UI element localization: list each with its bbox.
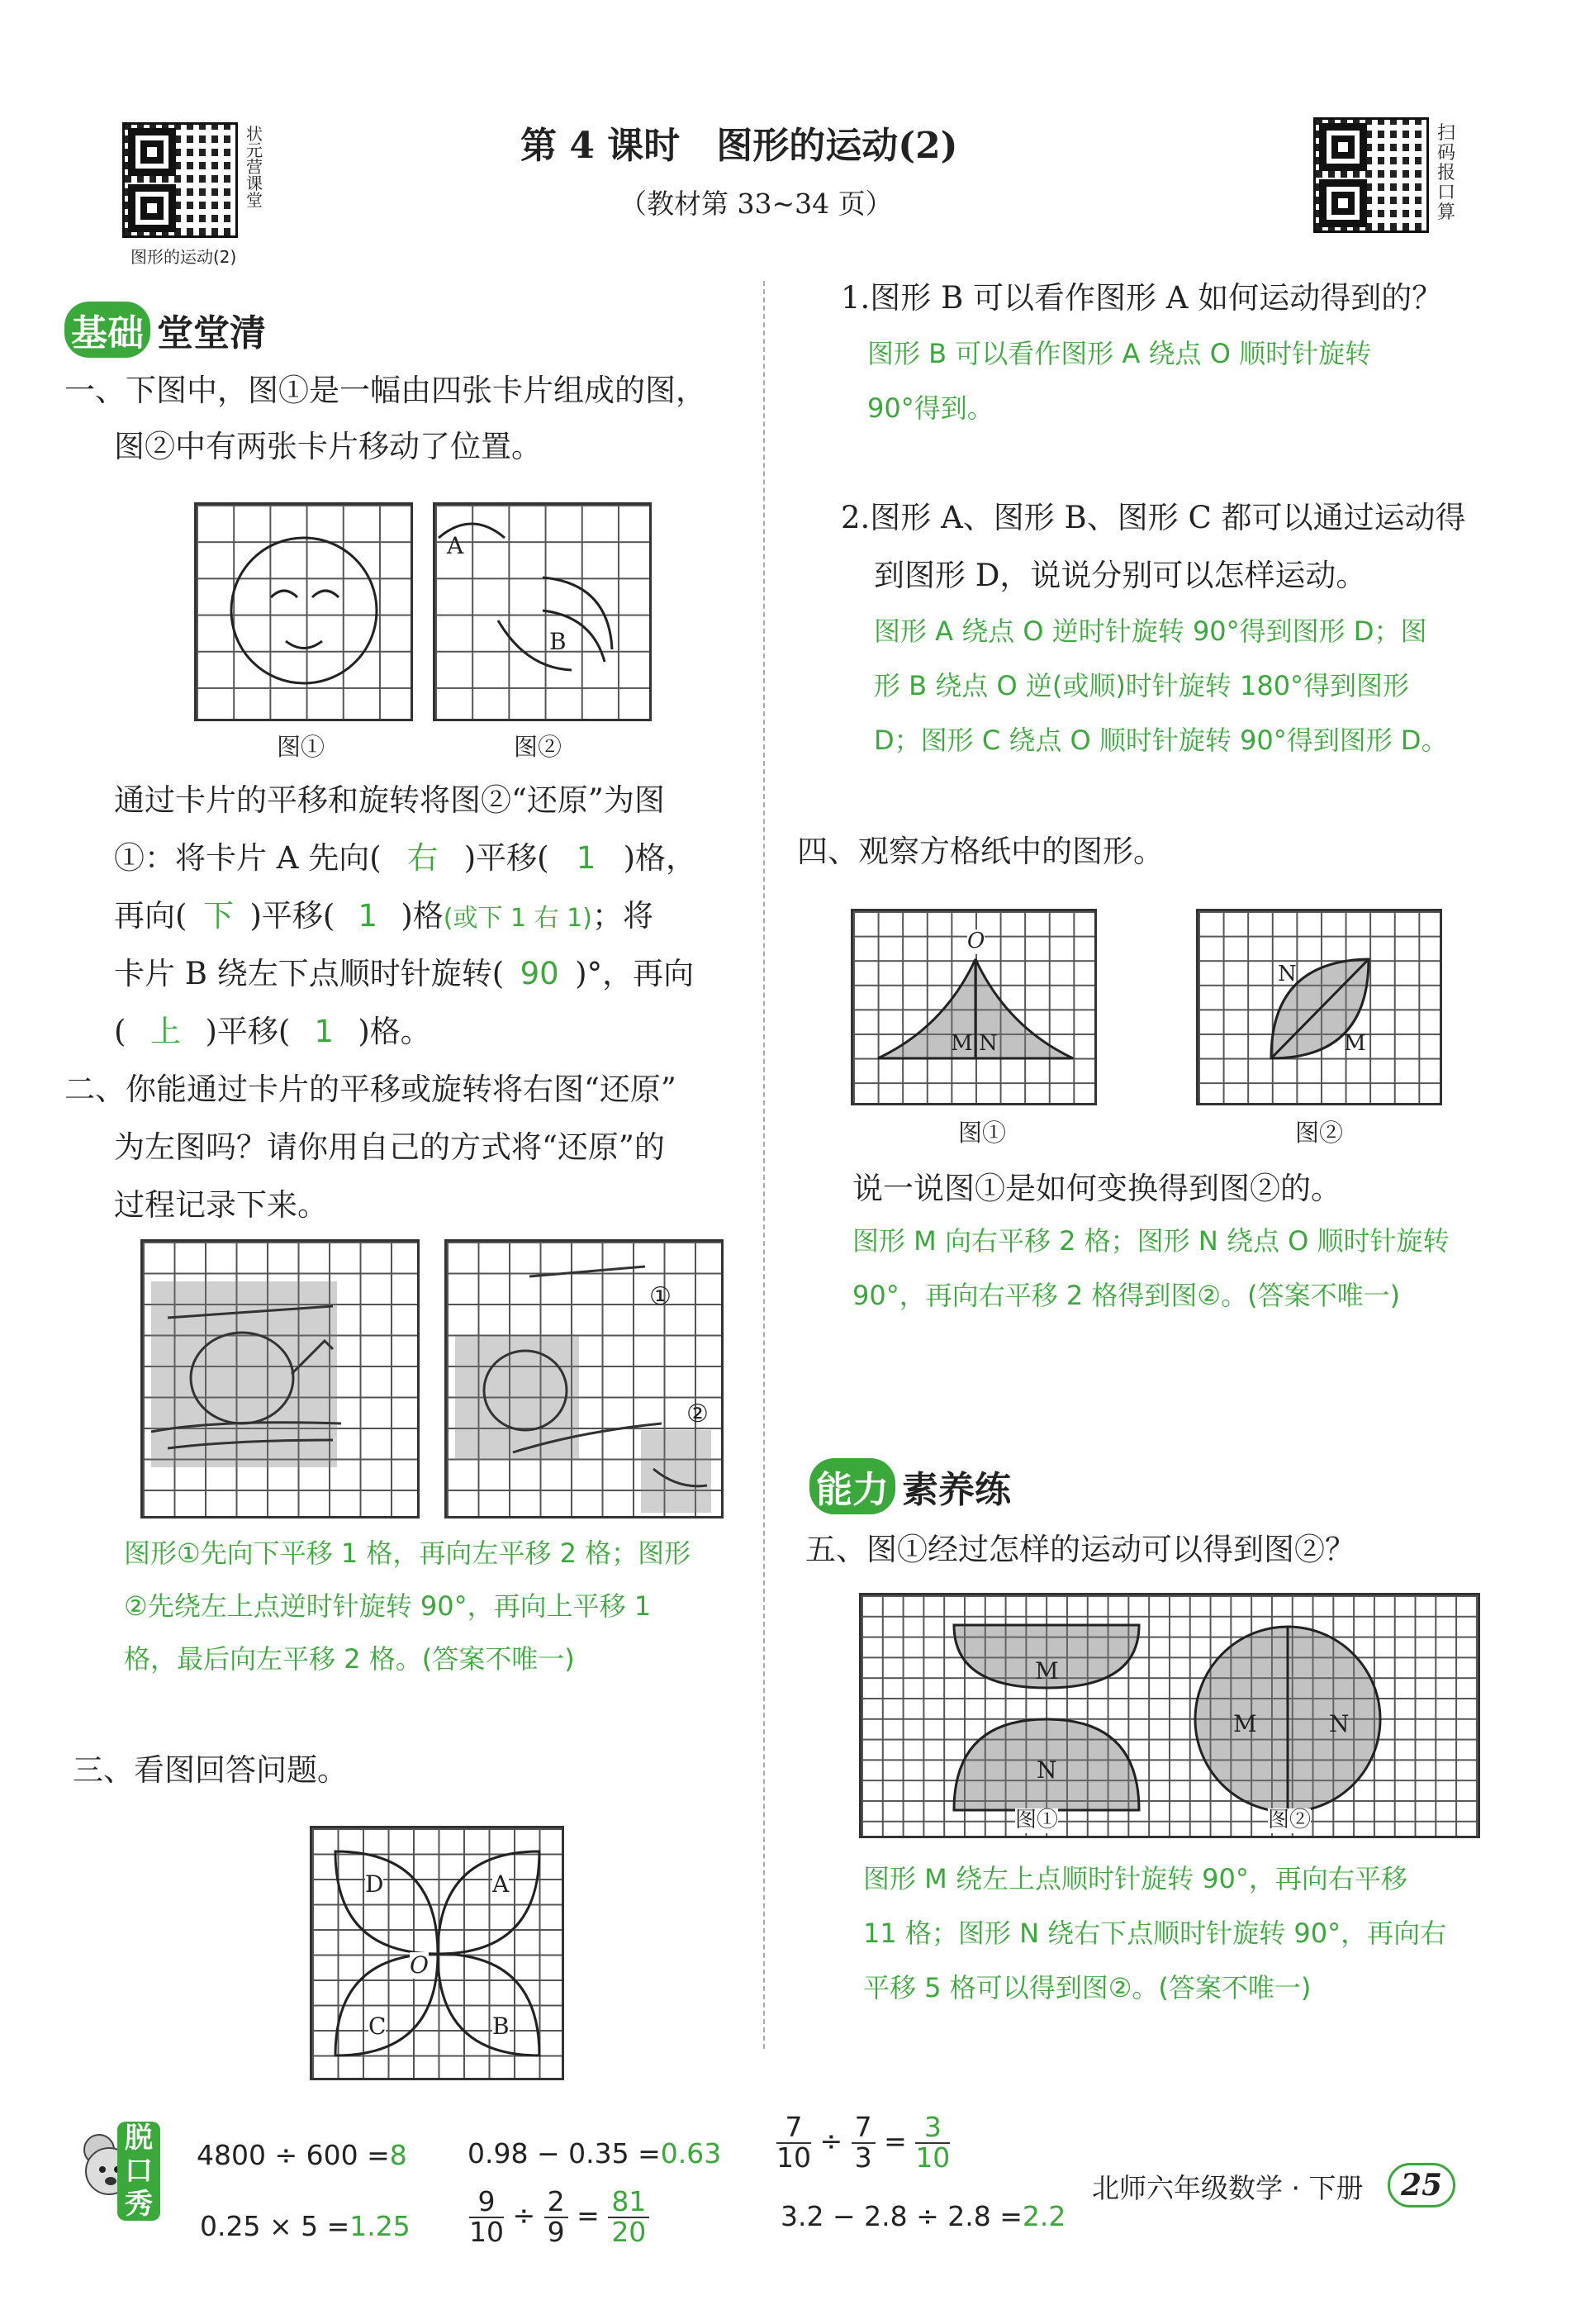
q5-text: 五、图①经过怎样的运动可以得到图②？	[805, 1532, 1355, 1567]
q1-text-2: 图②中有两张卡片移动了位置。	[114, 429, 542, 464]
smiley-face-icon	[197, 505, 411, 720]
q2-answer-1: 图形①先向下平移 1 格，再向左平移 2 格；图形	[124, 1537, 691, 1569]
calc-4: $\frac{9}{10}$ ÷ $\frac{2}{9}$ = $\frac{81}{20}$	[469, 2188, 649, 2246]
point-label-o: O	[967, 929, 985, 953]
section-badge-basic	[64, 302, 266, 358]
answer-blank: 1	[576, 840, 596, 876]
q4-figure-2	[1196, 909, 1442, 1105]
q1-para-5: ( 上 )平移( 1 )格。	[114, 1014, 431, 1049]
section-badge-ability	[809, 1458, 1011, 1514]
q4-answer-2: 90°，再向右平移 2 格得到图②。(答案不唯一)	[852, 1280, 1401, 1311]
q1-fig2-caption: 图②	[514, 733, 562, 761]
q3-sub-2-answer-1: 图形 A 绕点 O 逆时针旋转 90°得到图形 D；图	[874, 615, 1427, 647]
rotated-leaf-figure	[1198, 911, 1442, 1105]
q2-figure-left	[140, 1239, 420, 1518]
q1-text-1: 一、下图中，图①是一幅由四张卡片组成的图，	[64, 373, 706, 408]
helicopter-pieces-icon	[447, 1242, 724, 1518]
q2-answer-2: ②先绕左上点逆时针旋转 90°，再向上平移 1	[124, 1590, 652, 1622]
q2-figure-right	[444, 1239, 724, 1518]
q5-fig2-caption: 图②	[1268, 1808, 1312, 1832]
answer-blank: 右	[407, 840, 439, 876]
q2-text-1: 二、你能通过卡片的平移或旋转将右图“还原”	[64, 1072, 676, 1107]
calc-6: 3.2 − 2.8 ÷ 2.8 =2.2	[781, 2200, 1066, 2232]
q3-figure	[310, 1826, 564, 2080]
q5-answer-2: 11 格；图形 N 绕右下点顺时针旋转 90°，再向右	[863, 1918, 1447, 1949]
answer-blank: 1	[314, 1014, 335, 1049]
shape-label-m: M	[951, 1031, 973, 1056]
qr-code-left[interactable]	[122, 122, 238, 238]
qr-right-side-label: 扫码报口算	[1437, 123, 1456, 223]
badge-rest: 素养练	[902, 1469, 1011, 1511]
calc-5: $\frac{7}{10}$ ÷ $\frac{7}{3}$ = $\frac{3}{10}$	[776, 2111, 951, 2174]
mascot-label: 脱口秀	[117, 2122, 160, 2221]
q4-answer-1: 图形 M 向右平移 2 格；图形 N 绕点 O 顺时针旋转	[852, 1225, 1450, 1257]
page-subtitle: （教材第 33~34 页）	[619, 188, 893, 220]
petal-label-b: B	[492, 2013, 510, 2040]
page-title: 第 4 课时 图形的运动(2)	[520, 125, 958, 167]
answer-blank: 1	[358, 898, 378, 934]
q1-para-1: 通过卡片的平移和旋转将图②“还原”为图	[114, 782, 665, 818]
badge-label: 基础	[64, 302, 150, 358]
q5-answer-3: 平移 5 格可以得到图②。(答案不唯一)	[863, 1972, 1312, 2003]
q3-sub-1-answer-2: 90°得到。	[867, 392, 994, 424]
q5-figure	[859, 1593, 1480, 1838]
q3-text: 三、看图回答问题。	[73, 1752, 348, 1788]
q2-text-2: 为左图吗？请你用自己的方式将“还原”的	[114, 1129, 665, 1165]
answer-note: (或下 1 右 1)	[443, 904, 592, 933]
q3-sub-1-answer-1: 图形 B 可以看作图形 A 绕点 O 顺时针旋转	[867, 338, 1372, 369]
center-label-o: O	[410, 1951, 429, 1979]
helicopter-icon	[143, 1242, 420, 1518]
q3-sub-1: 1.图形 B 可以看作图形 A 如何运动得到的？	[841, 280, 1443, 316]
petal-label-d: D	[365, 1870, 384, 1898]
q5-label-m: M	[1035, 1657, 1059, 1685]
calc-3: 0.98 − 0.35 =0.63	[468, 2137, 722, 2170]
page-number: 25	[1388, 2163, 1455, 2208]
book-name: 北师六年级数学 · 下册	[1092, 2172, 1364, 2204]
piece-marker-2: ②	[686, 1400, 709, 1428]
q5-label-m2: M	[1233, 1710, 1257, 1737]
badge-label: 能力	[809, 1458, 895, 1514]
piece-marker-1: ①	[649, 1282, 672, 1311]
card-label-a: A	[447, 532, 464, 559]
q5-answer-1: 图形 M 绕左上点顺时针旋转 90°，再向右平移	[863, 1863, 1407, 1894]
q3-sub-2-answer-3: D；图形 C 绕点 O 顺时针旋转 90°得到图形 D。	[874, 725, 1448, 756]
semicircle-shapes-figure	[861, 1595, 1479, 1837]
q1-para-4: 卡片 B 绕左下点顺时针旋转( 90 )°，再向	[114, 956, 695, 991]
q5-label-n: N	[1037, 1756, 1057, 1784]
card-label-b: B	[549, 628, 567, 655]
answer-blank: 下	[202, 898, 234, 934]
q4-figure-1	[851, 909, 1097, 1105]
shape-label-n: N	[979, 1031, 998, 1056]
q2-answer-3: 格，最后向左平移 2 格。(答案不唯一)	[124, 1643, 575, 1675]
q2-text-3: 过程记录下来。	[114, 1187, 328, 1223]
q4-fig1-caption: 图①	[958, 1119, 1007, 1147]
qr-left-side-label: 状元营课堂	[246, 124, 263, 210]
q3-sub-2-b: 到图形 D，说说分别可以怎样运动。	[874, 558, 1367, 593]
q5-label-n2: N	[1329, 1710, 1350, 1737]
qr-code-right[interactable]	[1313, 117, 1429, 233]
q1-figure-2	[433, 502, 652, 721]
q5-fig1-caption: 图①	[1015, 1808, 1059, 1832]
q4-text: 四、观察方格纸中的图形。	[797, 834, 1164, 869]
calc-1: 4800 ÷ 600 =8	[197, 2139, 407, 2171]
answer-blank: 90	[520, 956, 559, 991]
q1-fig1-caption: 图①	[277, 733, 325, 761]
q3-sub-2-a: 2.图形 A、图形 B、图形 C 都可以通过运动得	[841, 500, 1466, 535]
calc-2: 0.25 × 5 =1.25	[200, 2210, 411, 2242]
petal-label-a: A	[492, 1870, 510, 1898]
petal-label-c: C	[368, 2013, 387, 2040]
badge-rest: 堂堂清	[157, 312, 266, 354]
column-divider	[763, 281, 765, 2049]
q3-sub-2-answer-2: 形 B 绕点 O 逆(或顺)时针旋转 180°得到图形	[874, 670, 1410, 701]
q1-para-2: ①：将卡片 A 先向( 右 )平移( 1 )格，	[114, 840, 696, 876]
moved-cards-drawing	[435, 505, 650, 720]
shape-label-n2: N	[1278, 962, 1297, 986]
shape-label-m2: M	[1344, 1031, 1366, 1056]
q4-fig2-caption: 图②	[1295, 1119, 1344, 1147]
q4-ask: 说一说图①是如何变换得到图②的。	[852, 1171, 1341, 1206]
answer-blank: 上	[150, 1014, 181, 1049]
q1-para-3: 再向( 下 )平移( 1 )格(或下 1 右 1)；将	[114, 898, 653, 934]
four-petal-figure	[312, 1828, 564, 2080]
qr-left-caption: 图形的运动(2)	[131, 247, 237, 267]
q1-figure-1	[194, 502, 413, 721]
